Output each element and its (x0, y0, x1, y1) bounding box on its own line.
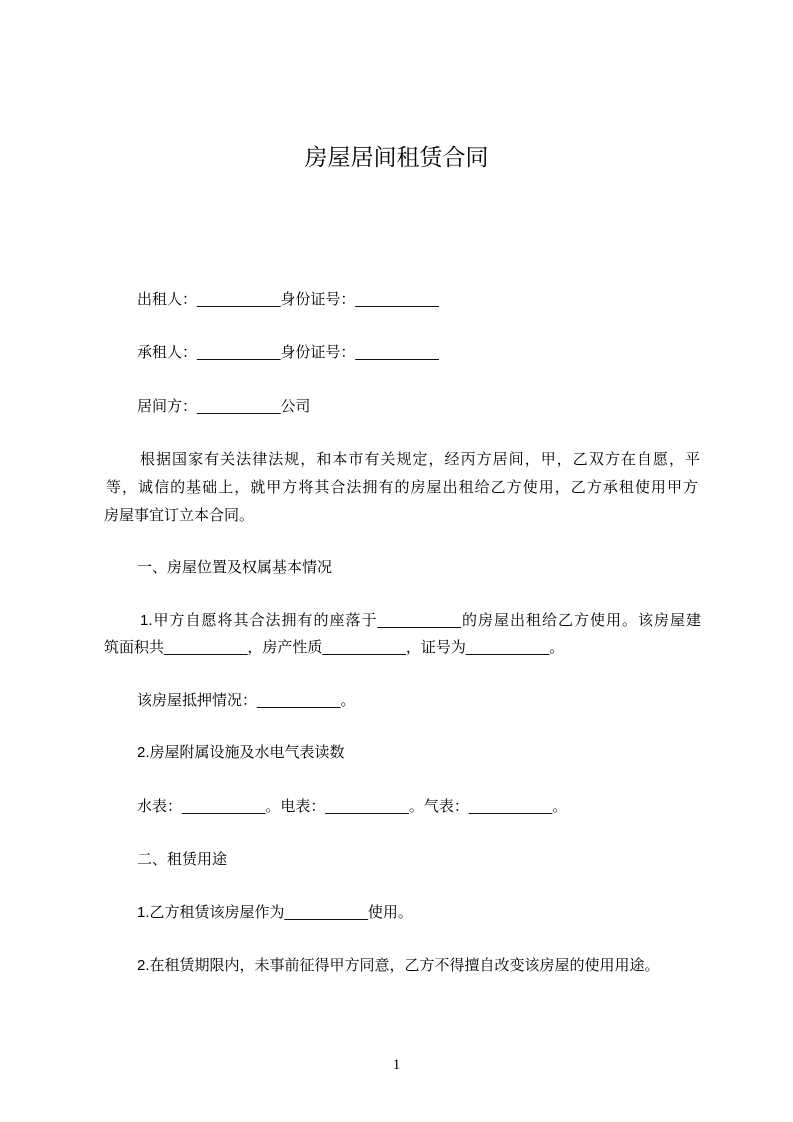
mortgage-line: 该房屋抵押情况：__________。 (137, 692, 356, 709)
page-number: 1 (392, 1057, 401, 1073)
section-1-item-1-line-2: 筑面积共__________，房产性质__________，证号为__________。 (104, 639, 565, 656)
lessee-line: 承租人：__________身份证号：__________ (137, 344, 439, 361)
section-1-heading: 一、房屋位置及权属基本情况 (137, 559, 333, 576)
agent-line: 居间方：__________公司 (137, 398, 311, 415)
section-2-item-2: 2.在租赁期限内，未事前征得甲方同意，乙方不得擅自改变该房屋的使用用途。 (137, 957, 660, 974)
section-2-item-1: 1.乙方租赁该房屋作为__________使用。 (137, 904, 413, 921)
lessor-line: 出租人：__________身份证号：__________ (137, 291, 439, 308)
meter-readings-line: 水表：__________。电表：__________。气表：__________。 (137, 798, 568, 815)
document-title: 房屋居间租赁合同 (304, 144, 489, 170)
preamble-line-2: 等，诚信的基础上，就甲方将其合法拥有的房屋出租给乙方使用，乙方承租使用甲方 (106, 479, 698, 496)
section-1-item-2: 2.房屋附属设施及水电气表读数 (137, 744, 345, 761)
section-2-heading: 二、租赁用途 (137, 851, 228, 868)
section-1-item-1-line-1: 1.甲方自愿将其合法拥有的座落于__________的房屋出租给乙方使用。该房屋建 (140, 612, 701, 629)
preamble-line-1: 根据国家有关法律法规，和本市有关规定，经丙方居间，甲，乙双方在自愿，平 (140, 451, 700, 468)
preamble-line-3: 房屋事宜订立本合同。 (104, 507, 255, 524)
